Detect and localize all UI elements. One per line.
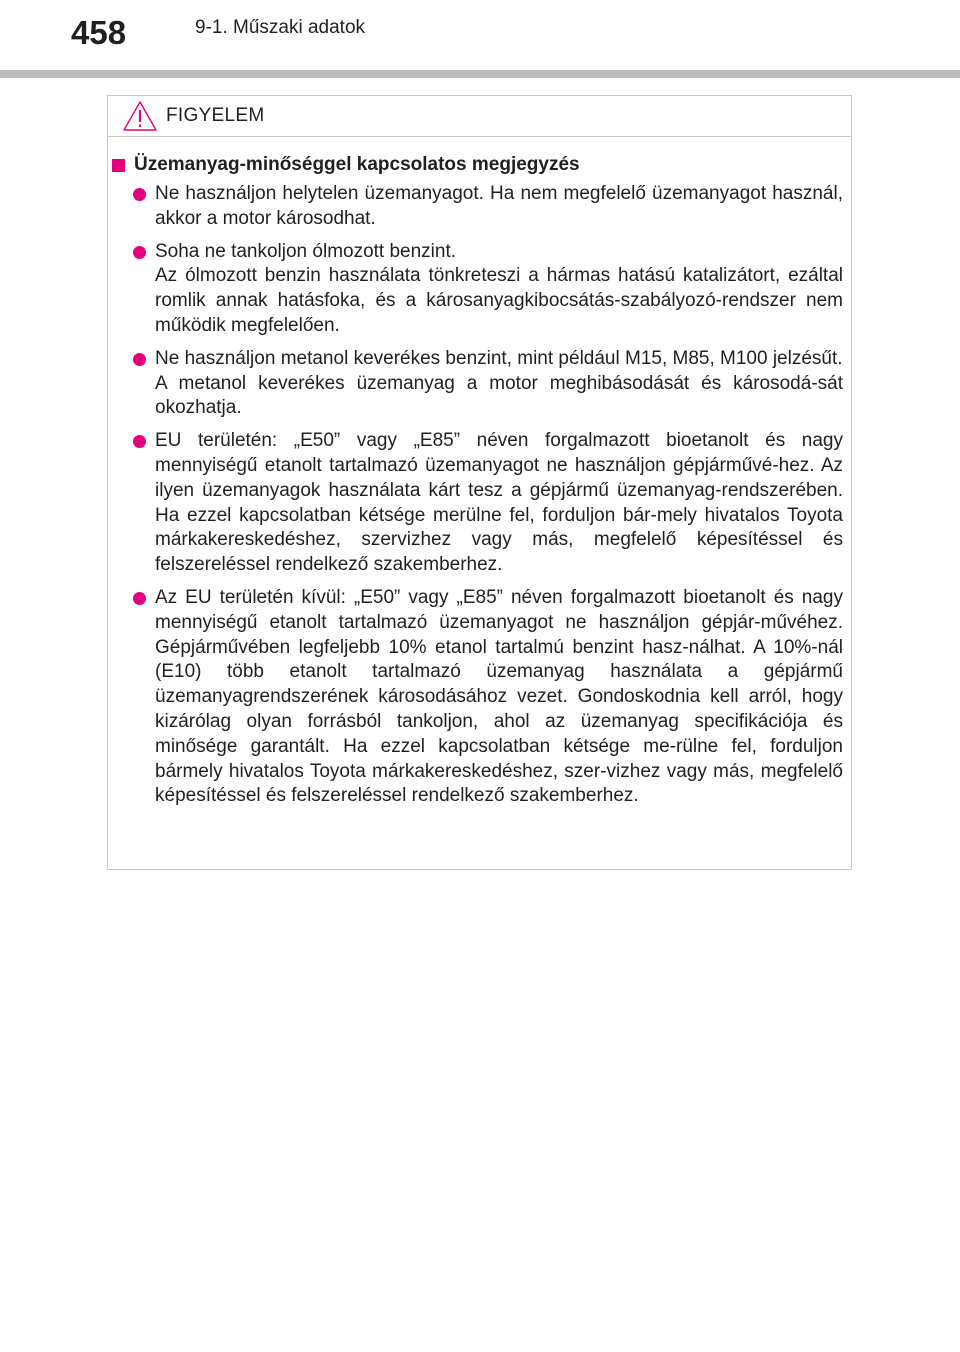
square-bullet-icon <box>112 159 125 172</box>
list-item-paragraph: Az ólmozott benzin használata tönkreteszi a hármas hatású katalizátort, ezáltal romlik annak hatásfoka, és a károsanyagkibocsátás-szabályozó-rendszer nem működik megfelelően. <box>155 265 843 336</box>
subheading-text: Üzemanyag-minőséggel kapcsolatos megjegyzés <box>134 154 580 175</box>
list-item <box>108 182 851 232</box>
subheading <box>112 152 851 178</box>
list-item-paragraph: Ne használjon metanol keverékes benzint, mint például M15, M85, M100 jelzésűt. <box>155 347 843 369</box>
section-title: 9-1. Műszaki adatok <box>195 17 366 38</box>
warning-triangle-icon <box>122 100 158 132</box>
circle-bullet-icon <box>133 435 146 448</box>
warning-box <box>107 95 852 870</box>
circle-bullet-icon <box>133 592 146 605</box>
circle-bullet-icon <box>133 353 146 366</box>
list-item-paragraph: Ne használjon helytelen üzemanyagot. Ha nem megfelelő üzemanyagot használ, akkor a motor károsodhat. <box>155 183 843 229</box>
warning-label: FIGYELEM <box>166 105 265 126</box>
list-item <box>108 347 851 421</box>
warning-body <box>108 152 851 809</box>
warning-list <box>108 182 851 809</box>
list-item-paragraph: Az EU területén kívül: „E50” vagy „E85” néven forgalmazott bioetanolt és nagy mennyiségű etanolt tartalmazó üzemanyagot ne használjon gépjár-művéhez. Gépjárművében legfeljebb 10% etanol tartalmú benzint hasz-nálhat. A 10%-nál (E10) több etanolt tartalmazó üzemanyag használata a gépjármű üzemanyagrendszerének károsodásához vezet. Gondoskodnia kell arról, hogy kizárólag olyan forrásból tankoljon, ahol az üzemanyag specifikációja és minősége garantált. Ha ezzel kapcsolatban kétsége me-rülne fel, forduljon bármely hivatalos Toyota márkakereskedéshez, szer-vizhez vagy más, megfelelő képesítéssel és felszereléssel rendelkező szakemberhez. <box>155 586 843 807</box>
page-header <box>0 0 960 80</box>
list-item-paragraph: A metanol keverékes üzemanyag a motor meghibásodását és károsodá-sát okozhatja. <box>155 372 843 419</box>
circle-bullet-icon <box>133 246 146 259</box>
circle-bullet-icon <box>133 188 146 201</box>
list-item-paragraph: Soha ne tankoljon ólmozott benzint. <box>155 240 457 262</box>
page-number: 458 <box>71 14 127 51</box>
list-item-paragraph: EU területén: „E50” vagy „E85” néven forgalmazott bioetanolt és nagy mennyiségű etanolt tartalmazó üzemanyagot ne használjon gépjárművé-hez. Az ilyen üzemanyagok használata kárt tesz a gépjármű üzemanyag-rendszerében. Ha ezzel kapcsolatban kétsége merülne fel, forduljon bár-mely hivatalos Toyota márkakereskedéshez, szervizhez vagy más, megfelelő képesítéssel és felszereléssel rendelkező szakemberhez. <box>155 430 843 576</box>
list-item <box>108 429 851 578</box>
list-item <box>108 240 851 339</box>
warning-header <box>108 96 851 137</box>
list-item <box>108 586 851 809</box>
header-rule <box>0 70 960 78</box>
